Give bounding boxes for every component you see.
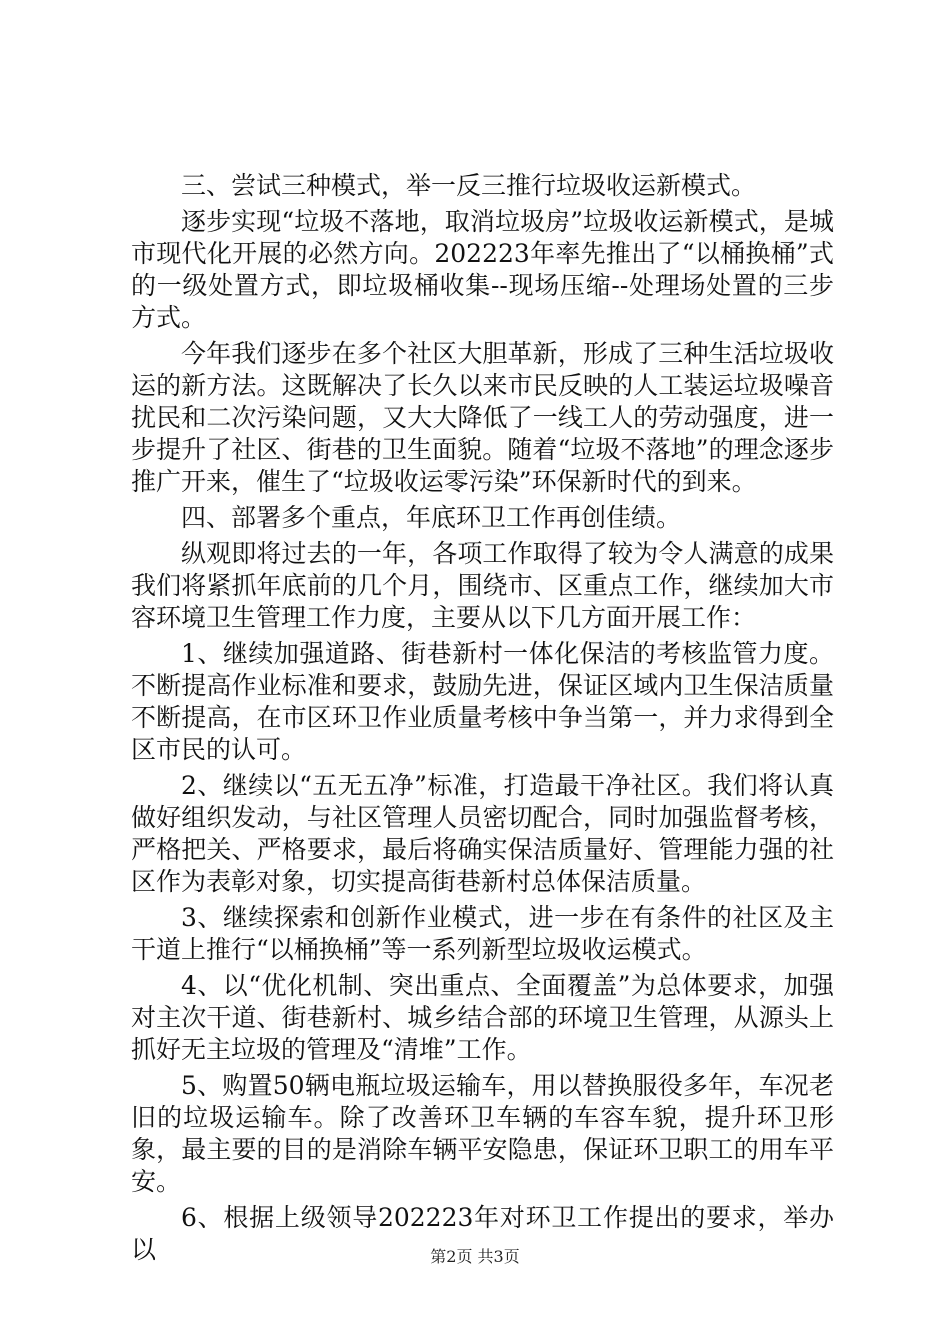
section-heading-4: 四、部署多个重点，年底环卫工作再创佳绩。 (181, 503, 682, 532)
list-item-5: 5、购置50辆电瓶垃圾运输车，用以替换服役多年，车况老旧的垃圾运输车。除了改善环卫车辆的车容车貌，提升环卫形象，最主要的目的是消除车辆平安隐患，保证环卫职工的用车平安。 (131, 1071, 834, 1196)
list-item-3: 3、继续探索和创新作业模式，进一步在有条件的社区及主干道上推行“以桶换桶”等一系列新型垃圾收运模式。 (131, 903, 834, 964)
paragraph: 逐步实现“垃圾不落地，取消垃圾房”垃圾收运新模式，是城市现代化开展的必然方向。202223年率先推出了“以桶换桶”式的一级处置方式，即垃圾桶收集--现场压缩--处理场处置的三步方式。 (131, 207, 834, 332)
list-item-4: 4、以“优化机制、突出重点、全面覆盖”为总体要求，加强对主次干道、街巷新村、城乡结合部的环境卫生管理，从源头上抓好无主垃圾的管理及“清堆”工作。 (131, 971, 834, 1064)
section-heading-3: 三、尝试三种模式，举一反三推行垃圾收运新模式。 (181, 171, 757, 200)
list-item-6: 6、根据上级领导202223年对环卫工作提出的要求，举办以 (131, 1203, 834, 1264)
paragraph: 纵观即将过去的一年，各项工作取得了较为令人满意的成果我们将紧抓年底前的几个月，围绕市、区重点工作，继续加大市容环境卫生管理工作力度，主要从以下几方面开展工作： (131, 539, 834, 632)
list-item-1: 1、继续加强道路、街巷新村一体化保洁的考核监管力度。不断提高作业标准和要求，鼓励先进，保证区域内卫生保洁质量不断提高，在市区环卫作业质量考核中争当第一，并力求得到全区市民的认可。 (131, 639, 834, 764)
list-item-2: 2、继续以“五无五净”标准，打造最干净社区。我们将认真做好组织发动，与社区管理人员密切配合，同时加强监督考核，严格把关、严格要求，最后将确实保洁质量好、管理能力强的社区作为表彰对象，切实提高街巷新村总体保洁质量。 (131, 771, 834, 896)
paragraph: 今年我们逐步在多个社区大胆革新，形成了三种生活垃圾收运的新方法。这既解决了长久以来市民反映的人工装运垃圾噪音扰民和二次污染问题，又大大降低了一线工人的劳动强度，进一步提升了社区、街巷的卫生面貌。随着“垃圾不落地”的理念逐步推广开来，催生了“垃圾收运零污染”环保新时代的到来。 (131, 339, 834, 496)
page-number-footer: 第2页 共3页 (430, 1247, 520, 1266)
document-body (131, 170, 834, 1270)
